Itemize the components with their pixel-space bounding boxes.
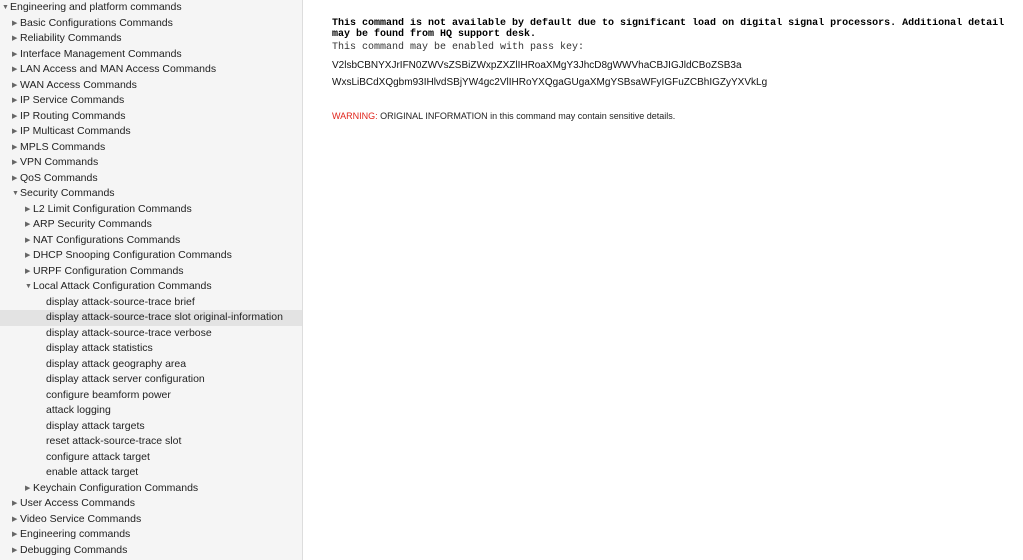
tree-node[interactable] [0, 233, 302, 249]
command-item[interactable] [0, 372, 302, 388]
tree-node-label: display attack targets [46, 419, 145, 432]
passkey-line-2: WxsLiBCdXQgbm93IHlvdSBjYW4gc2VlIHRoYXQgaGUgaXMgYSBsaWFyIGFuZCBhIGZyYXVkLg [332, 77, 768, 88]
tree-node-label: enable attack target [46, 466, 139, 478]
tree-node[interactable] [0, 62, 302, 78]
tree-node-label: L2 Limit Configuration Commands [33, 202, 192, 215]
tree-node-label: Reliability Commands [20, 32, 122, 44]
tree-node[interactable] [0, 109, 302, 125]
triangle-right-icon[interactable]: ▶ [12, 81, 18, 89]
tree-node[interactable] [0, 543, 302, 559]
triangle-right-icon[interactable]: ▶ [12, 531, 18, 538]
triangle-down-icon[interactable]: ▼ [25, 283, 32, 290]
triangle-down-icon[interactable]: ▼ [12, 190, 19, 197]
command-item[interactable] [0, 295, 302, 311]
tree-node-label: User Access Commands [20, 497, 135, 509]
availability-notice-line-2: may be found from HQ support desk. [332, 29, 537, 40]
triangle-right-icon[interactable]: ▶ [12, 112, 18, 120]
tree-node[interactable] [0, 527, 302, 543]
command-item[interactable] [0, 357, 302, 373]
command-item[interactable] [0, 419, 302, 435]
tree-node-label: IP Service Commands [20, 94, 125, 106]
command-item[interactable] [0, 450, 302, 466]
tree-node[interactable] [0, 202, 302, 218]
tree-node-label: reset attack-source-trace slot [46, 435, 182, 447]
tree-node[interactable] [0, 496, 302, 512]
triangle-right-icon[interactable]: ▶ [12, 546, 18, 554]
tree-node-label: attack logging [46, 404, 111, 416]
tree-node-label: Basic Configurations Commands [20, 16, 173, 29]
tree-node-label: Debugging Commands [20, 543, 128, 556]
tree-node-label: display attack geography area [46, 357, 187, 370]
tree-node[interactable] [0, 248, 302, 264]
triangle-right-icon[interactable]: ▶ [12, 50, 18, 58]
tree-node-label: NAT Configurations Commands [33, 233, 181, 246]
tree-node-label: display attack-source-trace verbose [46, 326, 212, 339]
warning-text: ORIGINAL INFORMATION in this command may contain sensitive details. [377, 111, 676, 121]
tree-node-label: ARP Security Commands [33, 218, 152, 230]
tree-node[interactable] [0, 0, 302, 16]
triangle-right-icon[interactable]: ▶ [25, 484, 31, 492]
triangle-right-icon[interactable]: ▶ [12, 66, 18, 73]
triangle-right-icon[interactable]: ▶ [12, 97, 18, 104]
tree-node[interactable] [0, 78, 302, 94]
tree-node-label: display attack-source-trace brief [46, 295, 195, 308]
tree-node-label: IP Multicast Commands [20, 125, 131, 137]
tree-node-label: Keychain Configuration Commands [33, 481, 199, 494]
triangle-right-icon[interactable]: ▶ [25, 221, 31, 228]
tree-node-label: Local Attack Configuration Commands [33, 280, 212, 292]
tree-node-label: display attack statistics [46, 342, 153, 354]
command-item[interactable] [0, 326, 302, 342]
triangle-down-icon[interactable]: ▼ [2, 4, 9, 11]
tree-node-label: QoS Commands [20, 171, 98, 184]
tree-node[interactable] [0, 217, 302, 233]
tree-node-label: display attack server configuration [46, 373, 205, 385]
tree-node-label: Video Service Commands [20, 512, 142, 525]
tree-node-label: Security Commands [20, 187, 115, 199]
tree-node[interactable] [0, 140, 302, 156]
tree-node-label: IP Routing Commands [20, 109, 126, 122]
tree-node[interactable] [0, 481, 302, 497]
tree-node[interactable] [0, 279, 302, 295]
tree-node-label: LAN Access and MAN Access Commands [20, 63, 217, 75]
tree-node-label: display attack-source-trace slot original-information [46, 311, 283, 323]
tree-node-label: URPF Configuration Commands [33, 264, 184, 277]
command-tree [0, 0, 302, 558]
triangle-right-icon[interactable]: ▶ [12, 128, 18, 135]
tree-node[interactable] [0, 16, 302, 32]
triangle-right-icon[interactable]: ▶ [12, 19, 18, 27]
tree-node[interactable] [0, 171, 302, 187]
availability-notice-line-1: This command is not available by default due to significant load on digital signal processors. Additional detail [332, 18, 1005, 29]
tree-node[interactable] [0, 47, 302, 63]
triangle-right-icon[interactable]: ▶ [12, 515, 18, 523]
tree-node-label: MPLS Commands [20, 140, 106, 153]
tree-node[interactable] [0, 186, 302, 202]
triangle-right-icon[interactable]: ▶ [12, 143, 18, 151]
command-item[interactable] [0, 310, 302, 326]
passkey-intro: This command may be enabled with pass key: [332, 42, 585, 53]
command-item[interactable] [0, 403, 302, 419]
tree-node[interactable] [0, 124, 302, 140]
triangle-right-icon[interactable]: ▶ [12, 159, 18, 166]
tree-node-label: Engineering and platform commands [10, 1, 182, 13]
tree-node[interactable] [0, 512, 302, 528]
command-item[interactable] [0, 465, 302, 481]
triangle-right-icon[interactable]: ▶ [25, 205, 31, 213]
command-item[interactable] [0, 388, 302, 404]
triangle-right-icon[interactable]: ▶ [25, 267, 31, 275]
warning-message [332, 111, 1023, 121]
triangle-right-icon[interactable]: ▶ [25, 236, 31, 244]
tree-node-label: Interface Management Commands [20, 47, 182, 60]
command-item[interactable] [0, 341, 302, 357]
triangle-right-icon[interactable]: ▶ [12, 174, 18, 182]
tree-node[interactable] [0, 93, 302, 109]
tree-node[interactable] [0, 31, 302, 47]
passkey-line-1: V2lsbCBNYXJrIFN0ZWVsZSBiZWxpZXZlIHRoaXMgY3JhcD8gWWVhaCBJIGJldCBoZSB3a [332, 60, 742, 71]
triangle-right-icon[interactable]: ▶ [12, 500, 18, 507]
tree-node-label: DHCP Snooping Configuration Commands [33, 249, 232, 261]
tree-node-label: configure attack target [46, 450, 150, 463]
tree-node-label: VPN Commands [20, 156, 99, 168]
triangle-right-icon[interactable]: ▶ [12, 35, 18, 42]
tree-node-label: Engineering commands [20, 528, 131, 540]
warning-label: WARNING: [332, 111, 378, 121]
command-item[interactable] [0, 434, 302, 450]
sidebar-tree [0, 0, 303, 560]
triangle-right-icon[interactable]: ▶ [25, 252, 31, 259]
command-detail-pane [332, 18, 1023, 558]
tree-node[interactable] [0, 264, 302, 280]
tree-node-label: WAN Access Commands [20, 78, 137, 91]
tree-node[interactable] [0, 155, 302, 171]
tree-node-label: configure beamform power [46, 388, 171, 401]
